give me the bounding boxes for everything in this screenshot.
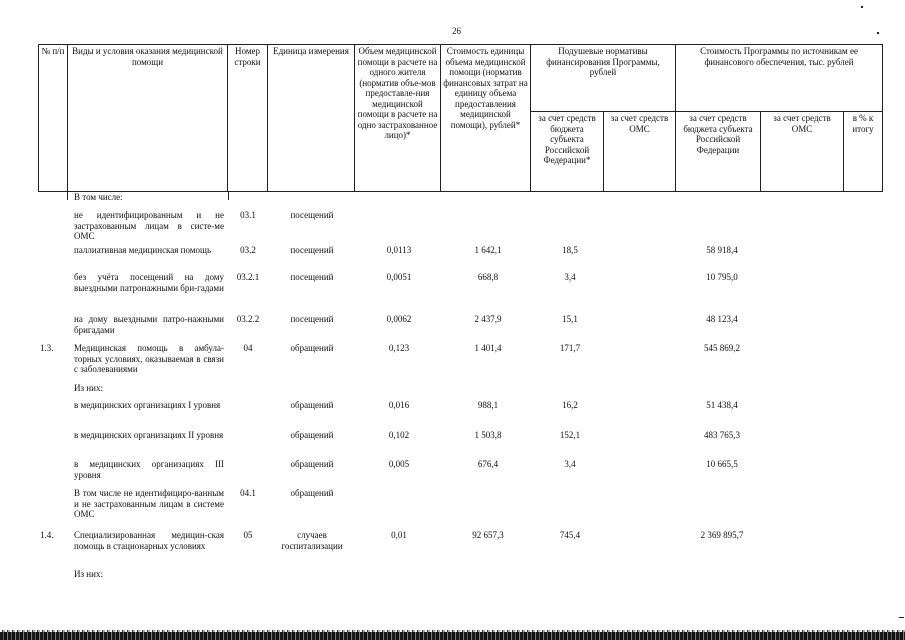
row-unit: обращений [290,459,334,469]
row-percap-budget: 3,4 [564,459,576,469]
row-name: Специализированная медицин-ская помощь в стационарных условиях [74,530,224,551]
row-name: на дому выездными патро-нажными бригадами [74,314,224,335]
row-name: в медицинских организациях II уровня [74,430,224,440]
row-code: 04 [243,343,253,353]
row-program-budget: 483 765,3 [704,430,740,440]
header-program-budget: за счет средств бюджета субъекта Российской Федерации [676,112,761,192]
row-name: не идентифицированным и не застрахованным лицам в систе-ме ОМС [74,210,224,241]
header-num: № п/п [39,45,68,192]
page-number: 26 [452,26,461,36]
row-cost: 1 642,1 [474,245,502,255]
header-percap-oms: за счет средств ОМС [604,112,676,192]
row-volume: 0,0113 [386,245,412,255]
row-name: в медицинских организациях III уровня [74,459,224,480]
row-unit: посещений [290,210,334,220]
row-percap-budget: 171,7 [559,343,581,353]
header-cost: Стоимость единицы объема медицинской помощи (норматив финансовых затрат на единицу объема предоставления медицинской помощи), рублей* [441,45,531,192]
row-volume: 0,0062 [386,314,412,324]
row-unit: обращений [290,343,334,353]
row-name: В том числе: [74,192,123,202]
header-program-pct: в % к итогу [844,112,883,192]
row-unit: случаев госпитализации [281,530,343,551]
row-code: 05 [243,530,253,540]
row-percap-budget: 15,1 [562,314,578,324]
row-name: В том числе не идентифициро-ванным и не застрахованным лицам в системе ОМС [74,488,224,519]
row-unit: посещений [290,245,334,255]
row-unit: обращений [290,430,334,440]
row-num: 1.4. [40,530,54,540]
row-volume: 0,0051 [386,272,412,282]
row-name: Из них: [74,569,103,579]
row-cost: 1 503,8 [474,430,502,440]
row-program-budget: 48 123,4 [706,314,738,324]
header-code: Номер строки [228,45,268,192]
row-cost: 988,1 [477,400,499,410]
row-cost: 668,8 [477,272,499,282]
row-name: без учёта посещений на дому выездными патронажными бри-гадами [74,272,224,293]
header-percap-budget: за счет средств бюджета субъекта Российской Федерации* [531,112,604,192]
header-name: Виды и условия оказания медицинской помощи [68,45,228,192]
row-code: 03.2.2 [236,314,260,324]
row-name: в медицинских организациях I уровня [74,400,221,410]
row-unit: посещений [290,314,334,324]
row-percap-budget: 16,2 [562,400,578,410]
header-volume: Объем медицинской помощи в расчете на одного жителя (норматив объе-мов предоставле-ния медицинской помощи в расчете на одно застрахованное лицо)* [355,45,441,192]
row-unit: посещений [290,272,334,282]
scan-edge-noise [0,630,905,640]
row-percap-budget: 152,1 [559,430,581,440]
row-program-budget: 51 438,4 [706,400,738,410]
header-program: Стоимость Программы по источникам ее финансового обеспечения, тыс. рублей [676,45,883,112]
row-name: Из них: [74,383,103,393]
row-num: 1.3. [40,343,54,353]
header-program-oms: за счет средств ОМС [761,112,844,192]
row-volume: 0,102 [388,430,410,440]
row-volume: 0,016 [388,400,410,410]
row-name: паллиативная медицинская помощь [74,245,212,255]
row-unit: обращений [290,488,334,498]
row-cost: 1 401,4 [474,343,502,353]
row-program-budget: 58 918,4 [706,245,738,255]
header-percap: Подушевые нормативы финансирования Программы, рублей [531,45,676,112]
row-program-budget: 10 665,5 [706,459,738,469]
row-code: 03.2.1 [236,272,260,282]
row-code: 04.1 [240,488,256,498]
row-volume: 0,005 [388,459,410,469]
row-program-budget: 545 869,2 [704,343,740,353]
row-percap-budget: 18,5 [562,245,578,255]
row-program-budget: 10 795,0 [706,272,738,282]
header-unit: Единица измерения [268,45,355,192]
row-cost: 676,4 [477,459,499,469]
row-volume: 0,01 [391,530,407,540]
row-program-budget: 2 369 895,7 [700,530,744,540]
row-percap-budget: 745,4 [559,530,581,540]
row-cost: 92 657,3 [472,530,504,540]
row-unit: обращений [290,400,334,410]
row-code: 03.2 [240,245,256,255]
row-code: 03.1 [240,210,256,220]
row-percap-budget: 3,4 [564,272,576,282]
row-name: Медицинская помощь в амбула-торных условиях, оказываемая в связи с заболеваниями [74,343,224,374]
row-cost: 2 437,9 [474,314,502,324]
row-volume: 0,123 [388,343,410,353]
